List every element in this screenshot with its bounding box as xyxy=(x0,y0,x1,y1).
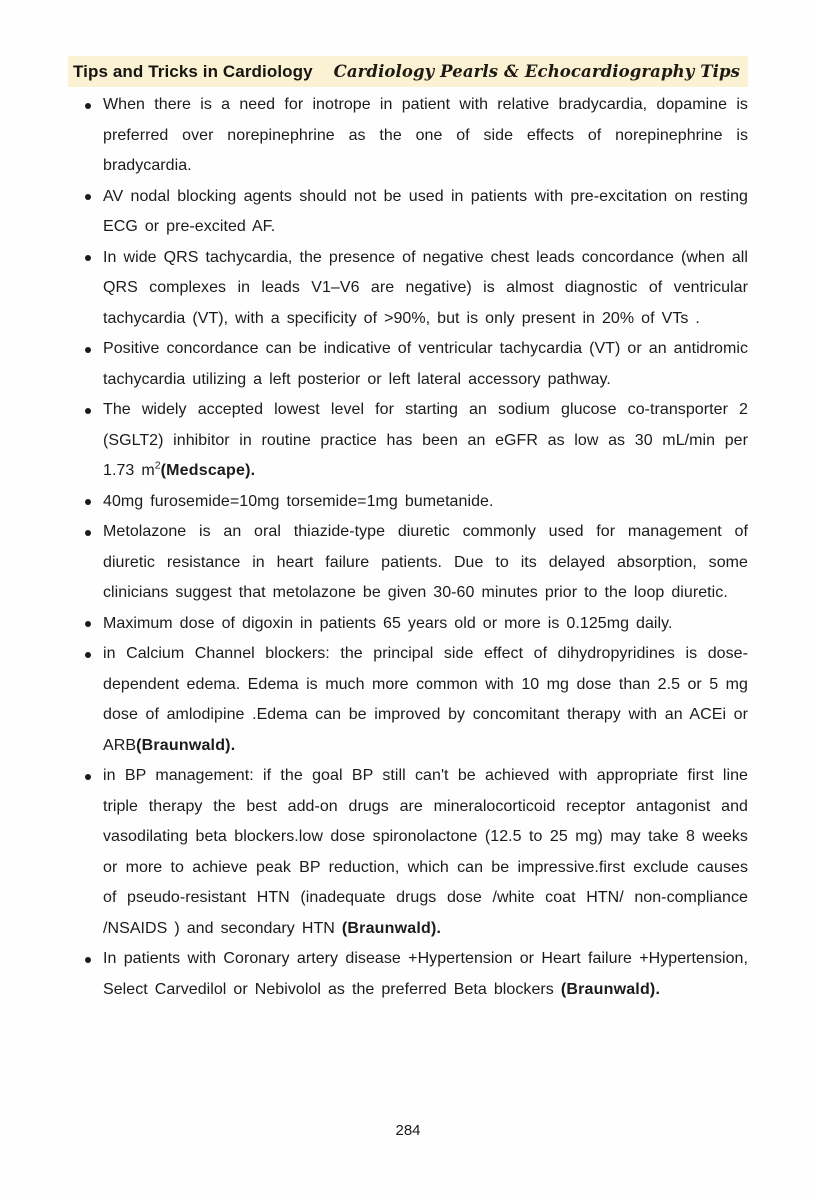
page-number: 284 xyxy=(395,1122,421,1139)
text-run: 40mg furosemide=10mg torsemide=1mg bumetanide. xyxy=(103,492,494,510)
bullet-item xyxy=(68,639,748,761)
text-run: Positive concordance can be indicative of ventricular tachycardia (VT) or an antidromic tachycardia utilizing a left posterior or left lateral accessory pathway. xyxy=(103,340,748,388)
bullet-list xyxy=(68,90,748,1005)
bullet-item xyxy=(68,517,748,609)
text-run: Metolazone is an oral thiazide-type diuretic commonly used for management of diuretic resistance in heart failure patients. Due to its delayed absorption, some clinicians suggest that metolazone be given 30-60 minutes prior to the loop diuretic. xyxy=(103,523,748,601)
text-run: The widely accepted lowest level for starting an sodium glucose co-transporter 2 (SGLT2) inhibitor in routine practice has been an eGFR as low as 30 mL/min per 1.73 m xyxy=(103,401,748,479)
text-run: AV nodal blocking agents should not be used in patients with pre-excitation on resting ECG or pre-excited AF. xyxy=(103,187,748,235)
header-right-title: Cardiology Pearls & Echocardiography Tips xyxy=(333,62,740,81)
bullet-item xyxy=(68,944,748,1005)
bullet-item xyxy=(68,761,748,944)
text-run: In patients with Coronary artery disease +Hypertension or Heart failure +Hypertension, Select Carvedilol or Nebivolol as the preferred Beta blockers xyxy=(103,950,748,998)
text-run: in Calcium Channel blockers: the principal side effect of dihydropyridines is dose-dependent edema. Edema is much more common with 10 mg dose than 2.5 or 5 mg dose of amlodipine .Edema can be improved by concomitant therapy with an ACEi or ARB xyxy=(103,645,748,754)
page-body xyxy=(68,90,748,1005)
bold-text-run: (Braunwald). xyxy=(136,736,236,754)
text-run: in BP management: if the goal BP still can't be achieved with appropriate first line triple therapy the best add-on drugs are mineralocorticoid receptor antagonist and vasodilating beta blockers.low dose spironolactone (12.5 to 25 mg) may take 8 weeks or more to achieve peak BP reduction, which can be impressive.first exclude causes of pseudo-resistant HTN (inadequate drugs dose /white coat HTN/ non-compliance /NSAIDS ) and secondary HTN xyxy=(103,767,748,937)
bullet-item xyxy=(68,487,748,518)
bullet-item xyxy=(68,395,748,487)
bullet-item xyxy=(68,609,748,640)
bold-text-run: (Braunwald). xyxy=(341,919,442,937)
text-run: Maximum dose of digoxin in patients 65 years old or more is 0.125mg daily. xyxy=(103,614,673,632)
text-run: In wide QRS tachycardia, the presence of negative chest leads concordance (when all QRS complexes in leads V1–V6 are negative) is almost diagnostic of ventricular tachycardia (VT), with a specificity of >90%, but is only present in 20% of VTs . xyxy=(103,248,748,327)
bullet-item xyxy=(68,90,748,182)
page-header xyxy=(68,56,748,87)
text-run: When there is a need for inotrope in patient with relative bradycardia, dopamine is preferred over norepinephrine as the one of side effects of norepinephrine is bradycardia. xyxy=(103,96,748,174)
bold-text-run: (Braunwald). xyxy=(560,980,661,998)
bullet-item xyxy=(68,334,748,395)
superscript-run: 2 xyxy=(154,459,161,472)
header-left-title: Tips and Tricks in Cardiology xyxy=(73,61,313,81)
bullet-item xyxy=(68,182,748,243)
bullet-item xyxy=(68,243,748,335)
bold-text-run: (Medscape). xyxy=(160,462,256,479)
